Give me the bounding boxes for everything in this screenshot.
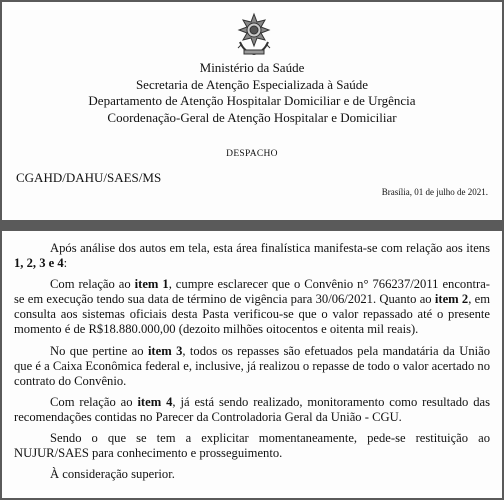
document-reference: CGAHD/DAHU/SAES/MS [16, 170, 162, 185]
paragraph-6: À consideração superior. [50, 467, 175, 482]
paragraph-3: No que pertine ao item 3, todos os repasses são efetuados pela mandatária da União que é a Caixa Econômica federal e, inclusive, já realizou o repasse de todo o valor acertado no contrato do Convênio. [14, 343, 490, 388]
dispatch-body [14, 241, 490, 488]
paragraph-1: Após análise dos autos em tela, esta área finalística manifesta-se com relação aos itens 1, 2, 3 e 4: [14, 241, 490, 271]
document-date: Brasília, 01 de julho de 2021. [381, 187, 488, 197]
ministry-name: Ministério da Saúde [199, 60, 305, 75]
body-panel [2, 231, 502, 498]
document-type: DESPACHO [226, 149, 278, 159]
brazil-coat-of-arms-icon [234, 12, 274, 58]
secretariat-name: Secretaria de Atenção Especializada à Saúde [135, 76, 369, 92]
paragraph-5: Sendo o que se tem a explicitar momentaneamente, pede-se restituição ao NUJUR/SAES para conhecimento e prosseguimento. [14, 431, 490, 461]
paragraph-4: Com relação ao item 4, já está sendo realizado, monitoramento como resultado das recomendações contidas no Parecer da Controladoria Geral da União - CGU. [14, 394, 490, 424]
department-name: Departamento de Atenção Hospitalar Domiciliar e de Urgência [88, 93, 416, 108]
header-lines [2, 60, 502, 126]
header-panel [2, 2, 502, 220]
coordination-name: Coordenação-Geral de Atenção Hospitalar e Domiciliar [107, 109, 397, 125]
paragraph-2: Com relação ao item 1, cumpre esclarecer que o Convênio n° 766237/2011 encontra-se em execução tendo sua data de término de vigência para 30/06/2021. Quanto ao item 2, em consulta aos sistemas oficiais desta Pasta verificou-se que o valor repassado até o presente momento é de R$18.880.000,00 (dezoito milhões oitocentos e oitenta mil reais). [14, 277, 491, 337]
